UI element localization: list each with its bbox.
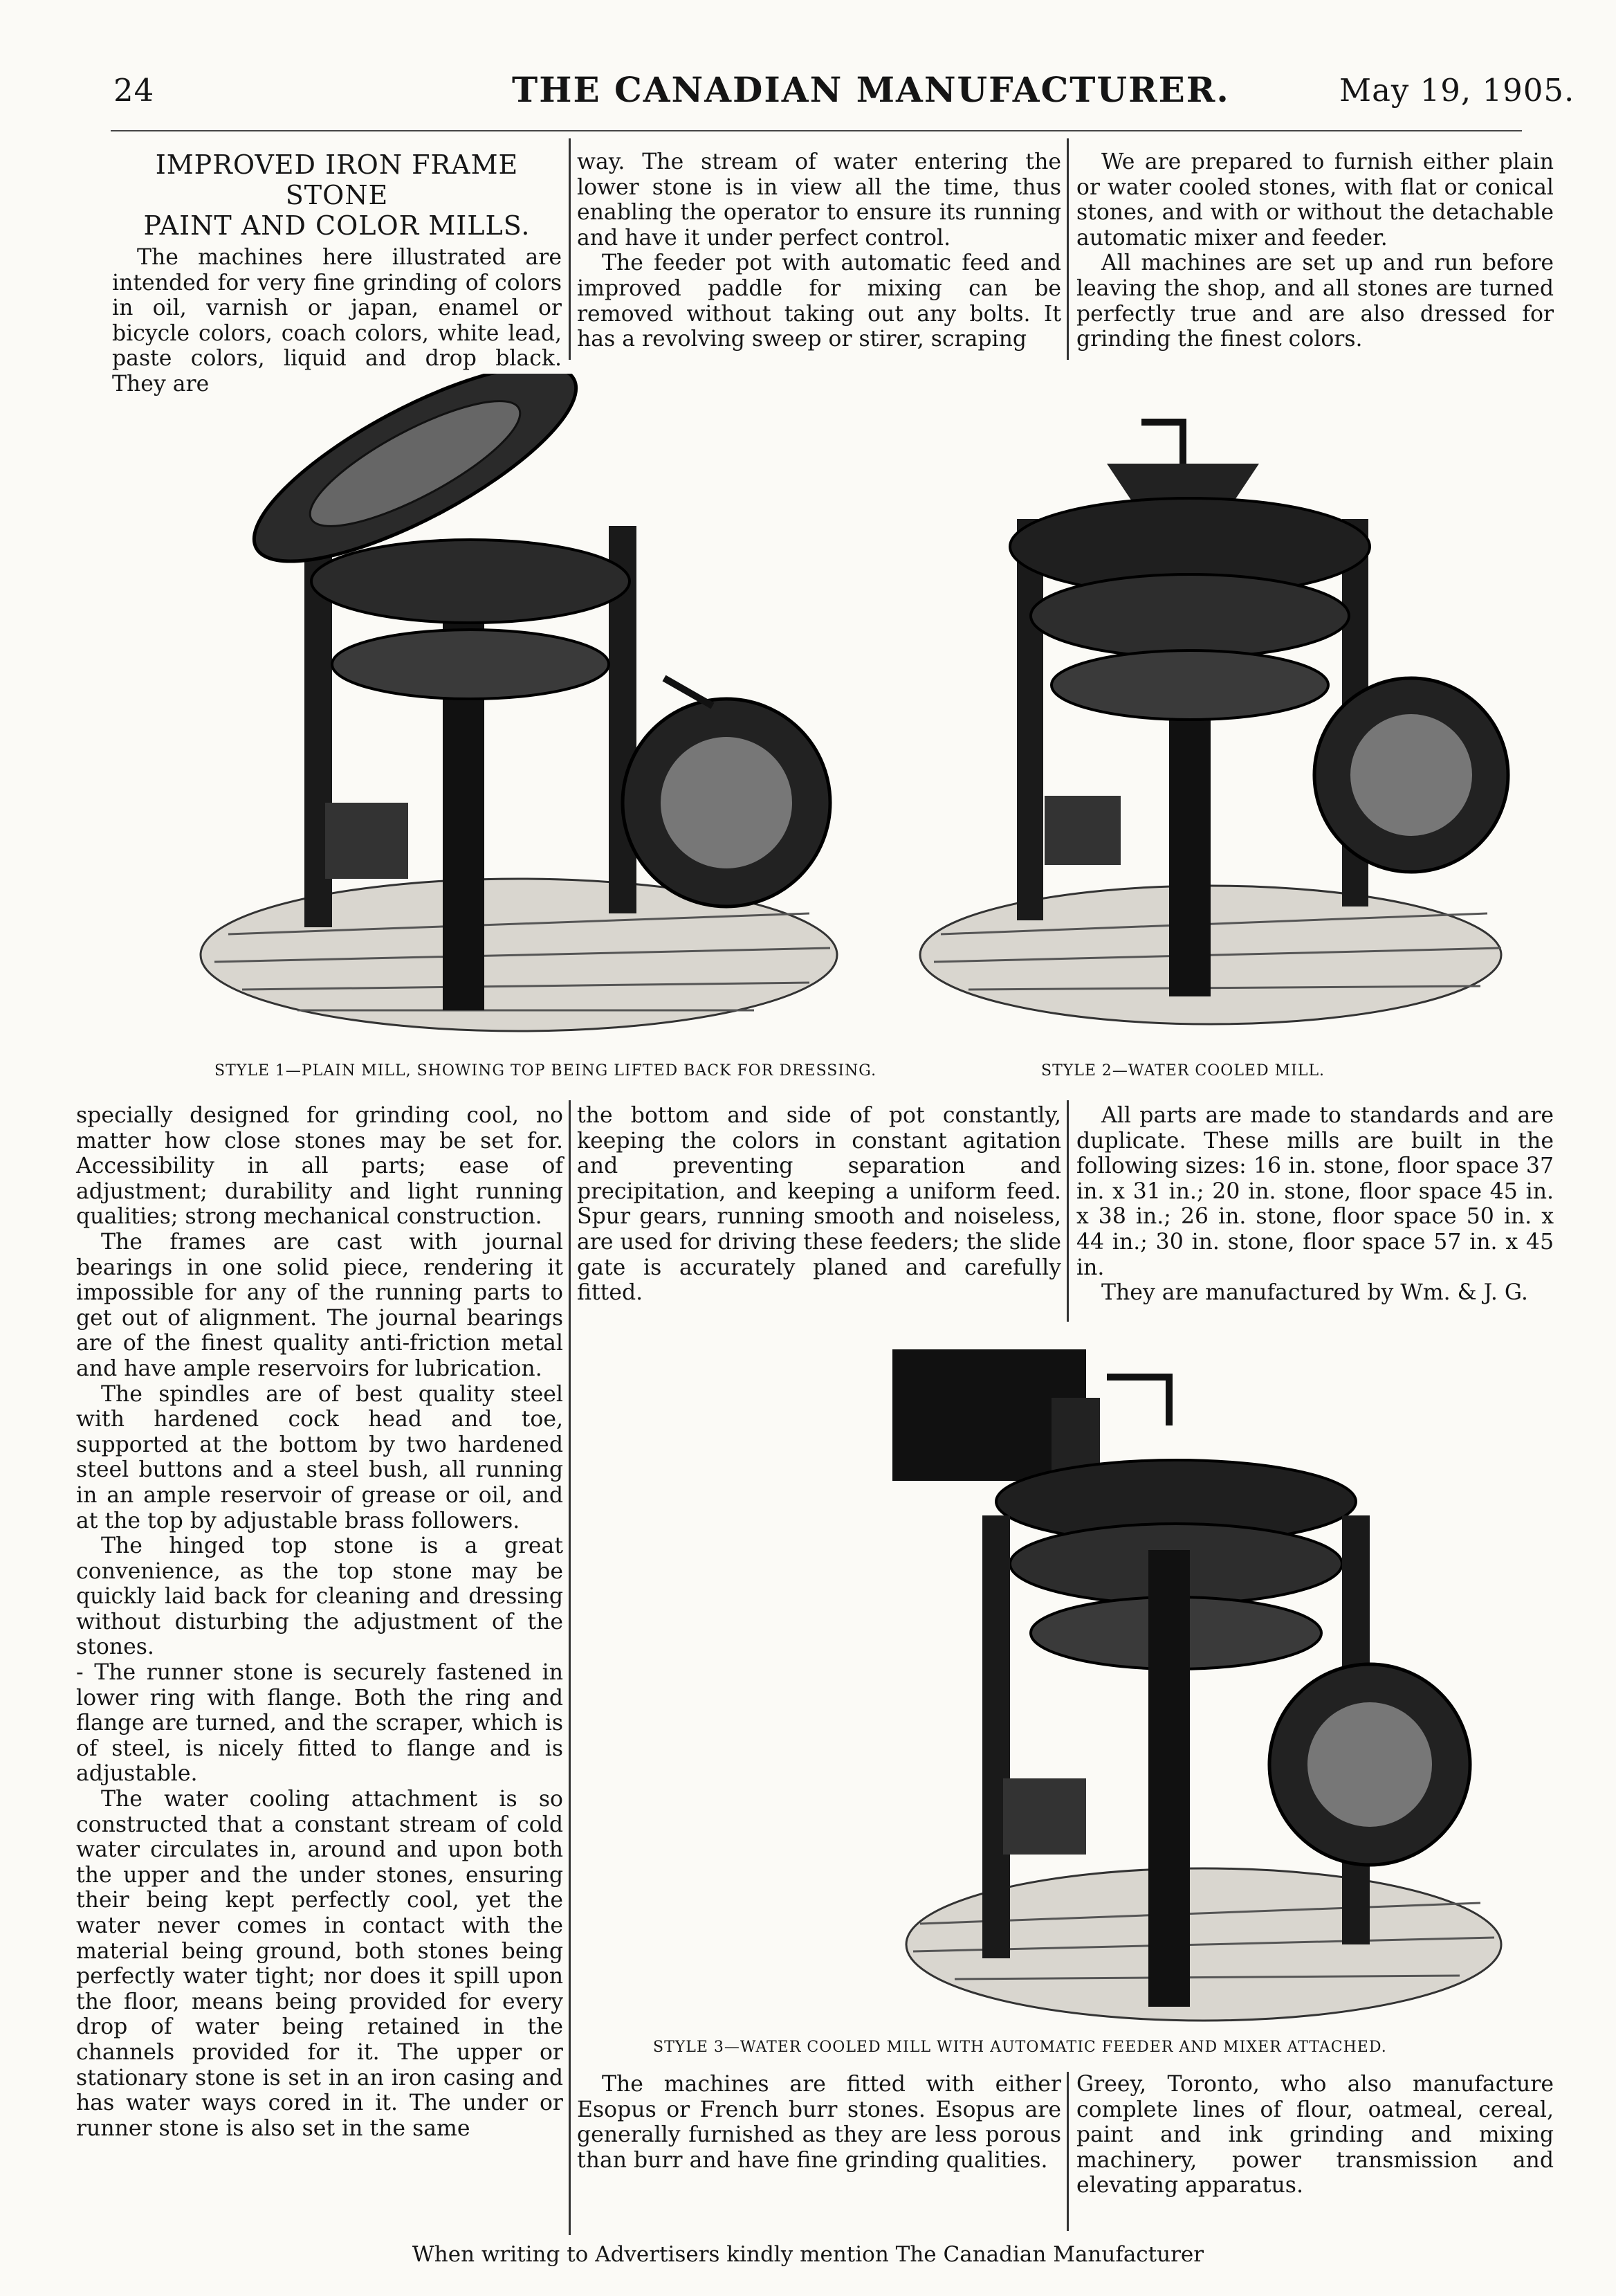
paragraph: The hinged top stone is a great convenience, as the top stone may be quickly laid back for cleaning and dressing without disturbing the adjustment of the stones. <box>76 1533 563 1660</box>
page-number: 24 <box>113 72 155 109</box>
paragraph: specially designed for grinding cool, no matter how close stones may be set for. Accessibility in all parts; ease of adjustment; durability and light running qualities; strong mechanical construction. <box>76 1103 563 1230</box>
paragraph: - The runner stone is securely fastened in lower ring with flange. Both the ring and flange are turned, and the scraper, which is of steel, is nicely fitted to flange and is adjustable. <box>76 1660 563 1787</box>
top-column-1 <box>112 149 562 397</box>
top-column-3 <box>1076 149 1554 352</box>
column-rule <box>1067 2072 1069 2231</box>
paragraph: way. The stream of water entering the lower stone is in view all the time, thus enabling the operator to ensure its running and have it under perfect control. <box>577 149 1061 250</box>
column-rule <box>1067 138 1069 360</box>
article-title-line-1: IMPROVED IRON FRAME STONE <box>155 149 519 210</box>
paragraph: All parts are made to standards and are duplicate. These mills are built in the following sizes: 16 in. stone, floor space 37 in. x 31 in.; 20 in. stone, floor space 45 in. x 38 in.; 26 in. stone, floor space 50 in. x 44 in.; 30 in. stone, floor space 57 in. x 45 in. <box>1076 1103 1554 1280</box>
paragraph: the bottom and side of pot constantly, keeping the colors in constant agitation and preventing separation and precipitation, and keeping a uniform feed. Spur gears, running smooth and noiseless, are used for driving these feeders; the slide gate is accurately planed and carefully fitted. <box>577 1103 1061 1306</box>
header-rule <box>111 130 1522 131</box>
figure-3-caption: STYLE 3—WATER COOLED MILL WITH AUTOMATIC FEEDER AND MIXER ATTACHED. <box>653 2039 1387 2056</box>
paragraph: All machines are set up and run before leaving the shop, and all stones are turned perfectly true and are also dressed for grinding the finest colors. <box>1076 250 1554 352</box>
article-title-line-2: PAINT AND COLOR MILLS. <box>143 210 531 241</box>
style-2-mill-illustration <box>913 408 1536 1031</box>
paragraph: The machines are fitted with either Esopus or French burr stones. Esopus are generally furnished as they are less porous than burr and have fine grinding qualities. <box>577 2072 1061 2173</box>
figure-1-caption: STYLE 1—PLAIN MILL, SHOWING TOP BEING LIFTED BACK FOR DRESSING. <box>214 1062 877 1079</box>
middle-column-2 <box>577 1103 1061 1306</box>
bottom-column-3 <box>1076 2072 1554 2198</box>
middle-column-3 <box>1076 1103 1554 1306</box>
column-rule <box>569 1100 571 2235</box>
figure-2-caption: STYLE 2—WATER COOLED MILL. <box>1041 1062 1325 1079</box>
style-3-mill-illustration <box>816 1336 1508 2034</box>
paragraph: The frames are cast with journal bearings in one solid piece, rendering it impossible for any of the running parts to get out of alignment. The journal bearings are of the finest quality anti-friction metal and have ample reservoirs for lubrication. <box>76 1229 563 1381</box>
bottom-column-2 <box>577 2072 1061 2173</box>
paragraph: The water cooling attachment is so constructed that a constant stream of cold water circulates in, around and upon both the upper and the under stones, ensuring their being kept perfectly cool, yet the water never comes in contact with the material being ground, both stones being perfectly water tight; nor does it spill upon the floor, means being provided for every drop of water being retained in the channels provided for it. The upper or stationary stone is set in an iron casing and has water ways cored in it. The under or runner stone is also set in the same <box>76 1787 563 2141</box>
paragraph: Greey, Toronto, who also manufacture complete lines of flour, oatmeal, cereal, paint and ink grinding and mixing machinery, power transmission and elevating apparatus. <box>1076 2072 1554 2198</box>
top-column-2 <box>577 149 1061 352</box>
issue-date: May 19, 1905. <box>1339 72 1575 109</box>
paragraph: We are prepared to furnish either plain or water cooled stones, with flat or conical stones, and with or without the detachable automatic mixer and feeder. <box>1076 149 1554 250</box>
paragraph: The machines here illustrated are intended for very fine grinding of colors in oil, varnish or japan, enamel or bicycle colors, coach colors, white lead, paste colors, liquid and drop black. They are <box>112 245 562 397</box>
footer-note: When writing to Advertisers kindly mention The Canadian Manufacturer <box>412 2242 1204 2267</box>
style-1-mill-illustration <box>187 374 879 1038</box>
paragraph: They are manufactured by Wm. & J. G. <box>1101 1280 1528 1306</box>
paragraph: The feeder pot with automatic feed and improved paddle for mixing can be removed without taking out any bolts. It has a revolving sweep or stirer, scraping <box>577 250 1061 352</box>
column-rule <box>569 138 571 360</box>
column-rule <box>1067 1100 1069 1322</box>
masthead: THE CANADIAN MANUFACTURER. <box>512 69 1230 110</box>
middle-left-column <box>76 1103 563 2141</box>
paragraph: The spindles are of best quality steel with hardened cock head and toe, supported at the bottom by two hardened steel buttons and a steel bush, all running in an ample reservoir of grease or oil, and at the top by adjustable brass followers. <box>76 1381 563 1533</box>
article-title <box>112 149 562 241</box>
